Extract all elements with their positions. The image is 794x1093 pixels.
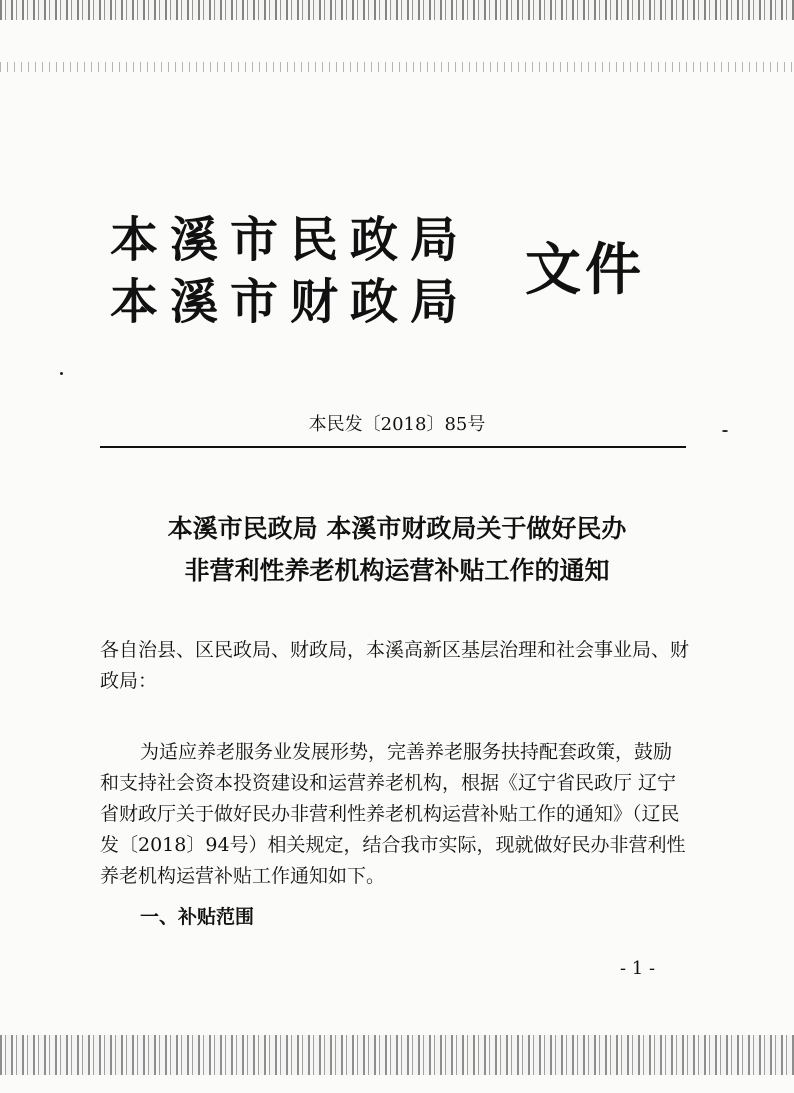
document-header <box>110 212 690 332</box>
scan-speck <box>60 372 63 375</box>
addressees: 各自治县、区民政局、财政局，本溪高新区基层治理和社会事业局、财政局： <box>100 639 690 692</box>
document-label: 文件 <box>525 237 645 303</box>
document-title-line-1: 本溪市民政局 本溪市财政局关于做好民办 <box>167 514 627 543</box>
scan-noise-bottom <box>0 1035 794 1075</box>
issuing-agency-2: 本溪市财政局 <box>110 274 471 330</box>
scan-noise-line <box>0 62 794 72</box>
body-paragraph: 为适应养老服务业发展形势，完善养老服务扶持配套政策，鼓励和支持社会资本投资建设和运营养老机构，根据《辽宁省民政厅 辽宁省财政厅关于做好民办非营利性养老机构运营补贴工作的通知》（辽民发〔2018〕94号）相关规定，结合我市实际，现就做好民办非营利性养老机构运营补贴工作通知如下。 <box>100 741 686 887</box>
header-rule <box>100 446 686 448</box>
issuing-agency-1: 本溪市民政局 <box>110 212 471 268</box>
scan-noise-top <box>0 0 794 20</box>
document-number: 本民发〔2018〕85号 <box>308 414 486 435</box>
document-title-line-2: 非营利性养老机构运营补贴工作的通知 <box>184 556 610 585</box>
page-number: - 1 - <box>620 958 656 979</box>
section-heading: 一、补贴范围 <box>140 906 255 928</box>
